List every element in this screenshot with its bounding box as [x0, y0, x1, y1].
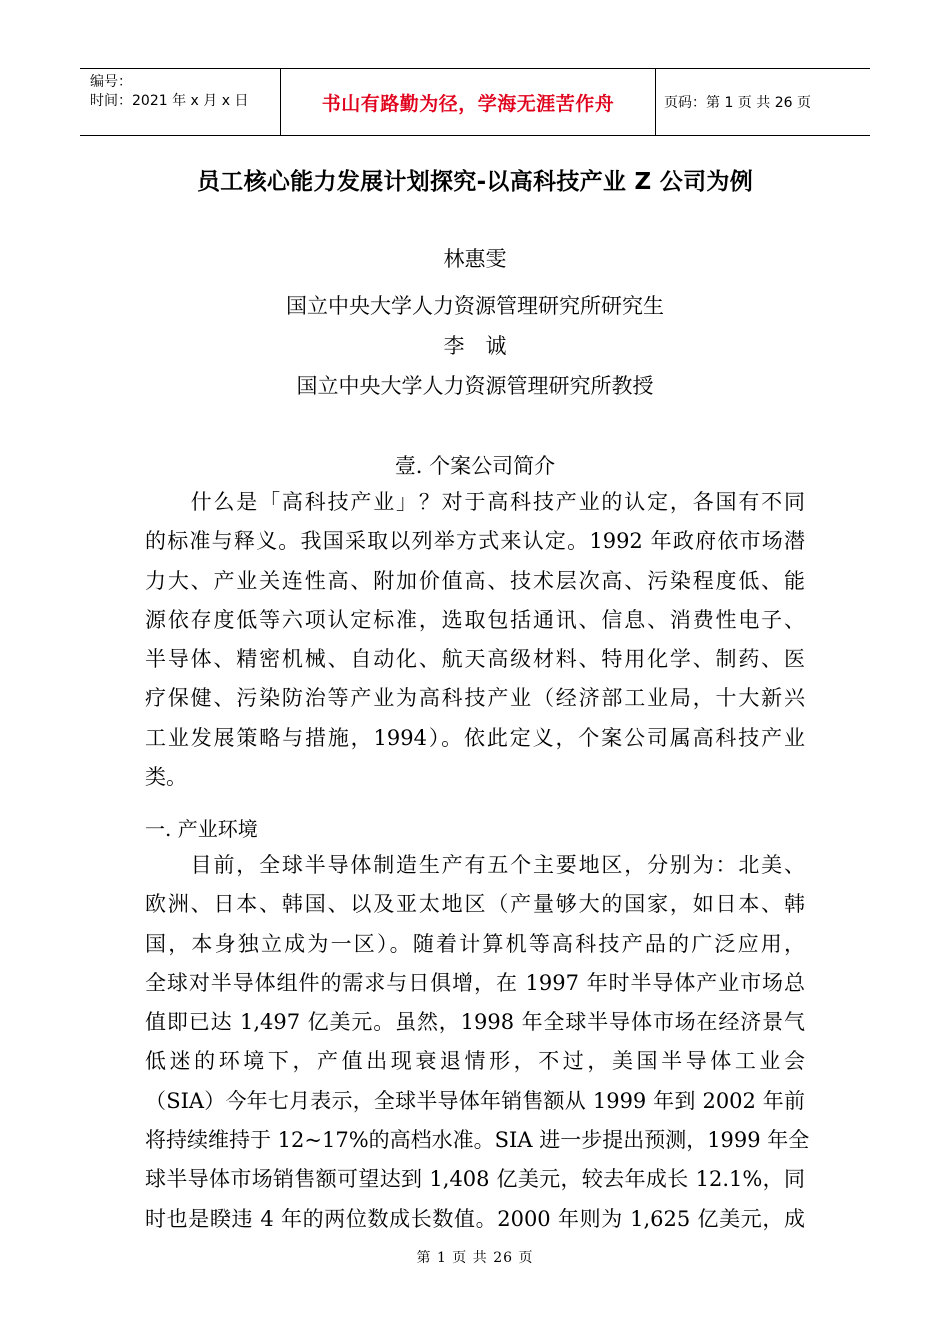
paragraph-line: 半导体、精密机械、自动化、航天高级材料、特用化学、制药、医: [145, 647, 805, 672]
paragraph-line: 疗保健、污染防治等产业为高科技产业（经济部工业局，十大新兴: [145, 686, 805, 711]
header-page-number: 页码：第 1 页 共 26 页: [664, 95, 811, 111]
paragraph-line: 低迷的环境下，产值出现衰退情形，不过，美国半导体工业会: [145, 1049, 805, 1074]
paragraph-line: 将持续维持于 12~17%的高档水准。SIA 进一步提出预测，1999 年全: [145, 1128, 810, 1153]
header-meta: [80, 69, 281, 135]
paragraph-line: 什么是「高科技产业」？对于高科技产业的认定，各国有不同: [145, 490, 805, 514]
page-header: [80, 68, 870, 136]
subheading-industry-environment: 一. 产业环境: [145, 817, 258, 841]
author-name-1: 林惠雯: [443, 247, 507, 271]
paragraph-line: 工业发展策略与措施，1994）。依此定义，个案公司属高科技产业: [145, 725, 805, 750]
author-affiliation-1: 国立中央大学人力资源管理研究所研究生: [286, 294, 664, 318]
document-number-label: 编号：: [90, 74, 132, 90]
paragraph-line: 球半导体市场销售额可望达到 1,408 亿美元，较去年成长 12.1%，同: [145, 1167, 805, 1192]
paragraph-line: 全球对半导体组件的需求与日俱增，在 1997 年时半导体产业市场总: [145, 970, 805, 995]
document-date-label: 时间：2021 年 x 月 x 日: [90, 93, 249, 109]
paragraph-line: 目前，全球半导体制造生产有五个主要地区，分别为：北美、: [145, 853, 805, 877]
paragraph-line: 类。: [145, 765, 187, 790]
paragraph-line: 力大、产业关连性高、附加价值高、技术层次高、污染程度低、能: [145, 568, 805, 593]
paragraph-line: （SIA）今年七月表示，全球半导体年销售额从 1999 年到 2002 年前: [145, 1088, 805, 1113]
paragraph-line: 值即已达 1,497 亿美元。虽然，1998 年全球半导体市场在经济景气: [145, 1010, 805, 1035]
paragraph-line: 源依存度低等六项认定标准，选取包括通讯、信息、消费性电子、: [145, 607, 805, 632]
section-heading: 壹. 个案公司简介: [394, 454, 556, 478]
paragraph-1: [145, 483, 805, 797]
paragraph-line: 时也是睽违 4 年的两位数成长数值。2000 年则为 1,625 亿美元，成: [145, 1206, 805, 1231]
header-motto: 书山有路勤为径，学海无涯苦作舟: [281, 69, 656, 135]
paragraph-2: [145, 846, 810, 1239]
paragraph-line: 欧洲、日本、韩国、以及亚太地区（产量够大的国家，如日本、韩: [145, 892, 805, 917]
author-affiliation-2: 国立中央大学人力资源管理研究所教授: [296, 374, 654, 398]
paragraph-line: 国，本身独立成为一区）。随着计算机等高科技产品的广泛应用，: [145, 931, 805, 956]
paragraph-line: 的标准与释义。我国采取以列举方式来认定。1992 年政府依市场潜: [145, 529, 805, 554]
document-title: 员工核心能力发展计划探究-以高科技产业 Z 公司为例: [196, 169, 754, 195]
page-footer: 第 1 页 共 26 页: [416, 1250, 534, 1266]
author-name-2: 李 诚: [443, 334, 507, 358]
